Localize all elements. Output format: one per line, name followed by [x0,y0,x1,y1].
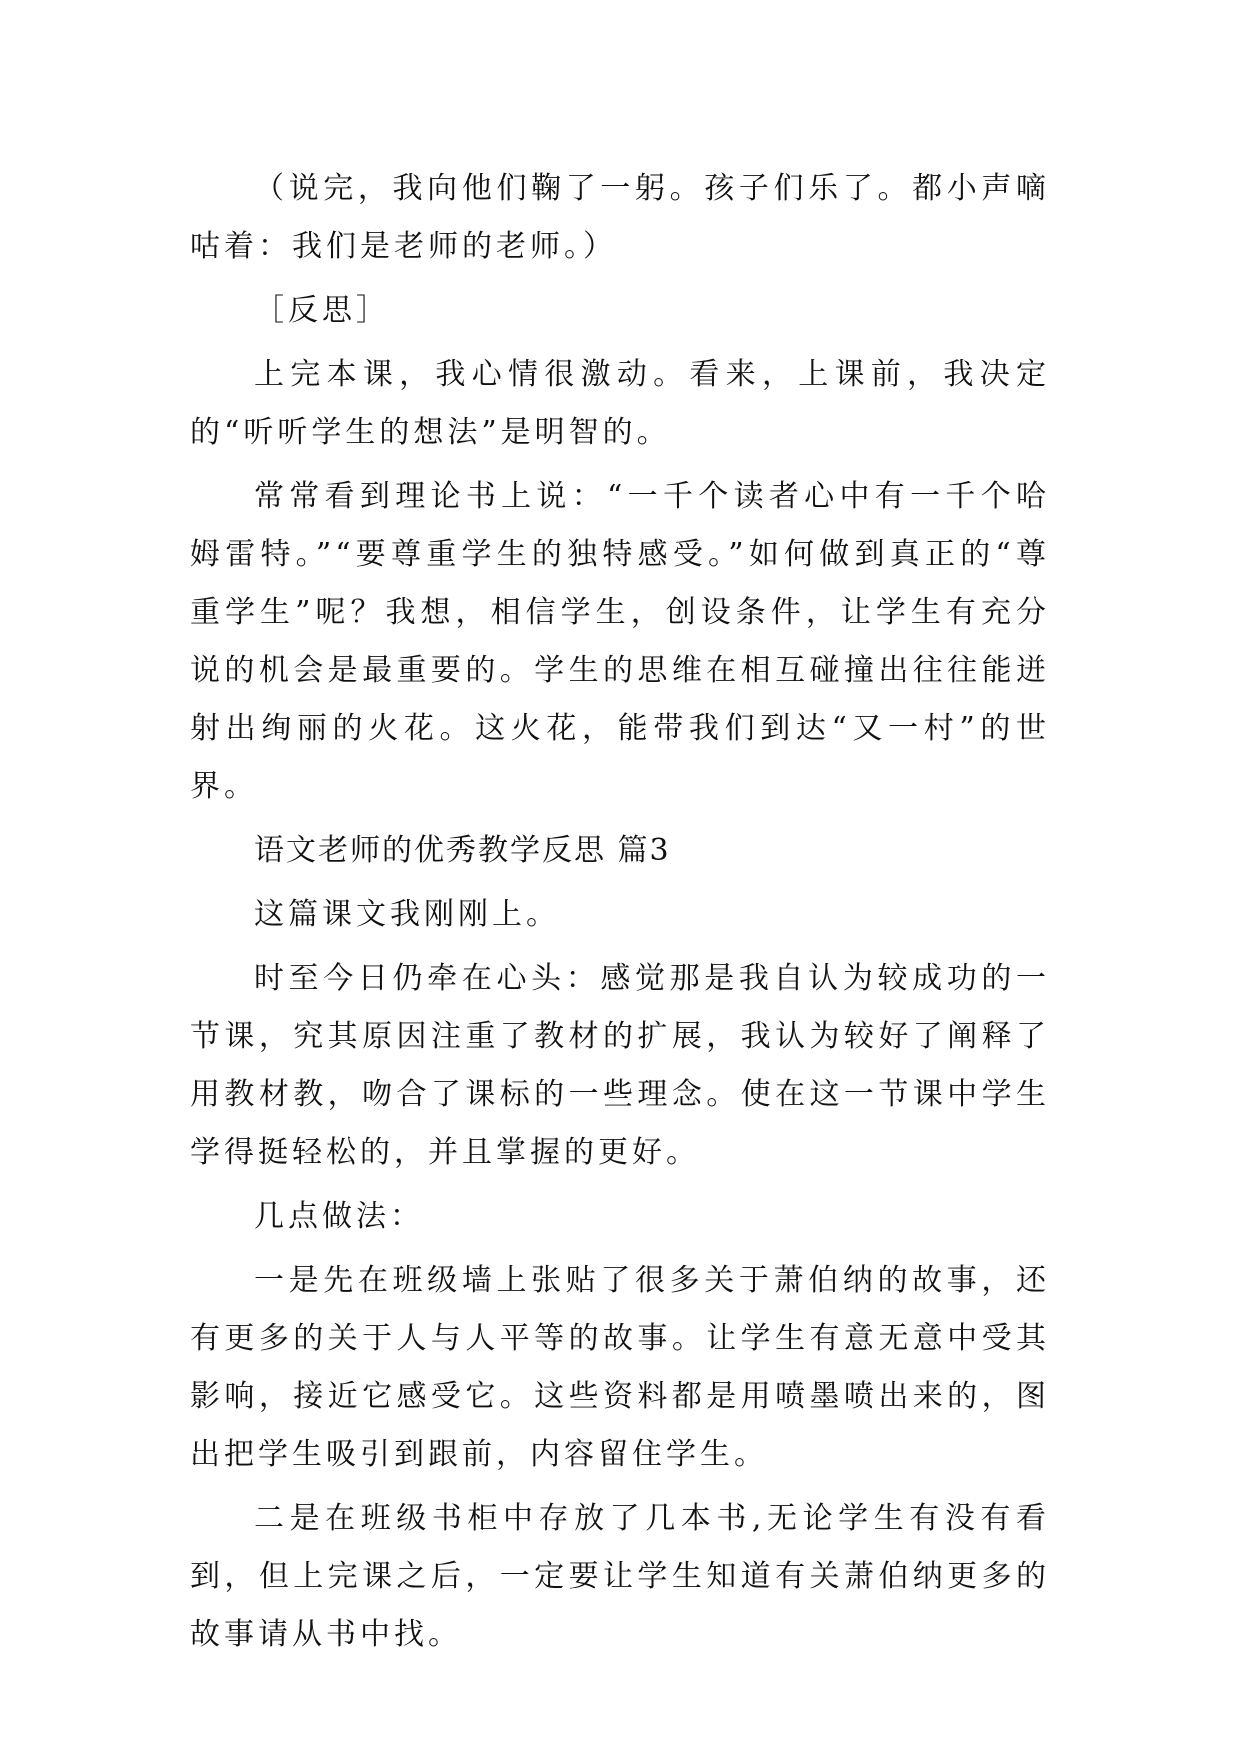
paragraph-10: 二是在班级书柜中存放了几本书,无论学生有没有看到，但上完课之后，一定要让学生知道有关萧伯纳更多的故事请从书中找。 [190,1501,1050,1652]
document-body [190,160,1050,1670]
paragraph-6: 这篇课文我刚刚上。 [254,897,560,932]
paragraph-4: 常常看到理论书上说：“一千个读者心中有一千个哈姆雷特。”“要尊重学生的独特感受。”如何做到真正的“尊重学生”呢？我想，相信学生，创设条件，让学生有充分说的机会是最重要的。学生的思维在相互碰撞出往往能迸射出绚丽的火花。这火花，能带我们到达“又一村”的世界。 [190,479,1050,804]
paragraph-3: 上完本课，我心情很激动。看来，上课前，我决定的“听听学生的想法”是明智的。 [190,357,1050,450]
section-heading: 语文老师的优秀教学反思 篇3 [254,833,671,868]
paragraph-reflection-label: ［反思］ [254,293,390,328]
paragraph-8: 几点做法： [254,1199,424,1234]
paragraph-7: 时至今日仍牵在心头：感觉那是我自认为较成功的一节课，究其原因注重了教材的扩展，我认为较好了阐释了用教材教，吻合了课标的一些理念。使在这一节课中学生学得挺轻松的，并且掌握的更好。 [190,961,1050,1170]
paragraph-1: （说完，我向他们鞠了一躬。孩子们乐了。都小声嘀咕着：我们是老师的老师。） [190,171,1050,264]
paragraph-9: 一是先在班级墙上张贴了很多关于萧伯纳的故事，还有更多的关于人与人平等的故事。让学生有意无意中受其影响，接近它感受它。这些资料都是用喷墨喷出来的，图出把学生吸引到跟前，内容留住学生。 [190,1263,1050,1472]
